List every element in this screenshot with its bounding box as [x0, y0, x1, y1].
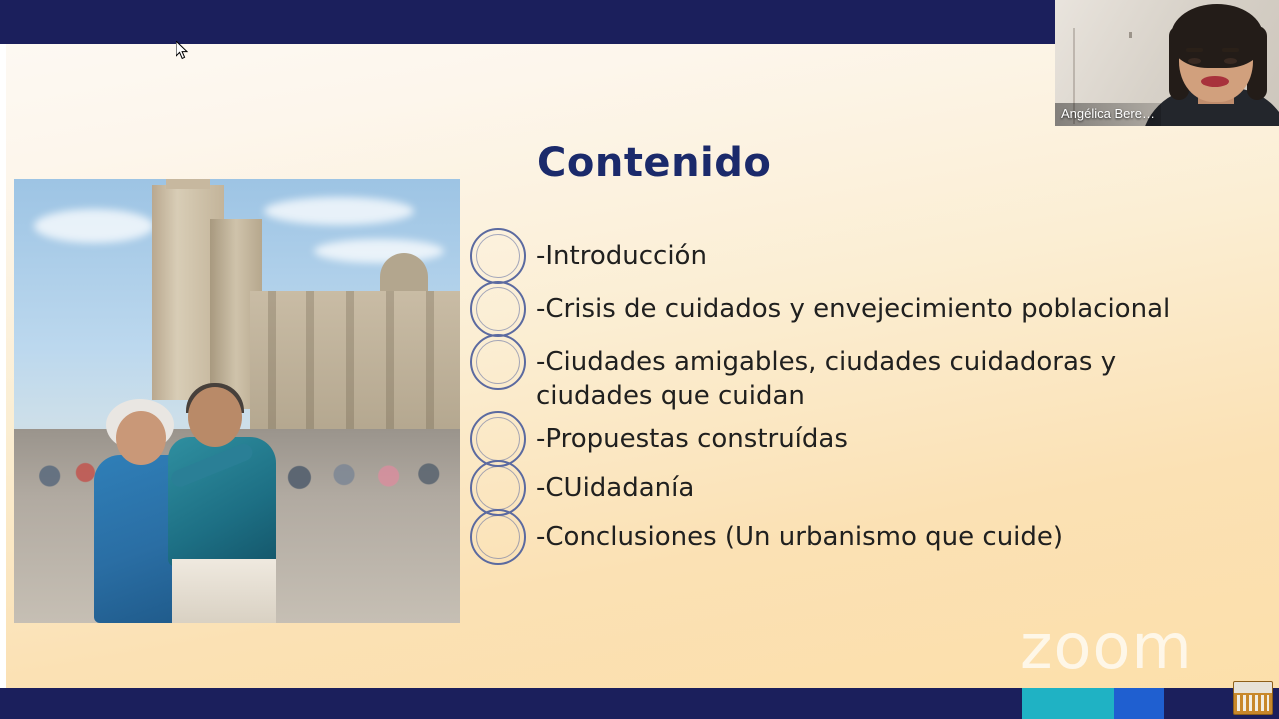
- list-item: [470, 344, 1260, 414]
- image-woman-head: [116, 411, 166, 465]
- list-item: [470, 421, 1260, 467]
- zoom-watermark: zoom: [1020, 610, 1193, 683]
- image-man-pants: [172, 559, 276, 623]
- slide-bullet-list: [470, 238, 1260, 568]
- list-item-label: -Propuestas construídas: [536, 423, 848, 454]
- circle-bullet-icon: [470, 228, 526, 284]
- circle-bullet-icon: [470, 281, 526, 337]
- list-item-label: -Conclusiones (Un urbanismo que cuide): [536, 521, 1064, 552]
- mouse-cursor-icon: [176, 41, 190, 61]
- image-cloud: [264, 197, 414, 225]
- circle-bullet-icon: [470, 411, 526, 467]
- list-item-label: -CUidadanía: [536, 472, 695, 503]
- list-item: [470, 238, 1260, 284]
- image-man-head: [188, 387, 242, 447]
- list-item-label: -Ciudades amigables, ciudades cuidadoras y ciudades que cuidan: [536, 347, 1117, 412]
- slide-accent-blue: [1114, 688, 1164, 719]
- slide-accent-teal: [1022, 688, 1114, 719]
- participant-brow-right: [1222, 48, 1239, 52]
- participant-lips: [1201, 76, 1229, 87]
- slide-title: Contenido: [537, 140, 772, 186]
- video-wall-mark: [1129, 32, 1132, 38]
- participant-name-label: Angélica Bere…: [1055, 103, 1161, 126]
- image-cloud: [314, 239, 444, 263]
- elderly-couple-dancing-image: [14, 179, 460, 623]
- list-item-label: -Crisis de cuidados y envejecimiento poblacional: [536, 294, 1171, 324]
- participant-video-tile[interactable]: [1055, 0, 1279, 126]
- participant-hair: [1171, 4, 1263, 68]
- list-item: [470, 470, 1260, 516]
- list-item: [470, 291, 1260, 337]
- list-item: [470, 519, 1260, 565]
- participant-brow-left: [1186, 48, 1203, 52]
- circle-bullet-icon: [470, 460, 526, 516]
- participant-eye-left: [1188, 58, 1201, 64]
- institution-logo-icon: [1233, 681, 1273, 715]
- circle-bullet-icon: [470, 509, 526, 565]
- image-dancing-couple: [76, 377, 312, 623]
- image-cloud: [34, 209, 154, 243]
- participant-eye-right: [1224, 58, 1237, 64]
- list-item-label: -Introducción: [536, 241, 707, 271]
- slide-left-strip: [0, 44, 6, 688]
- circle-bullet-icon: [470, 334, 526, 390]
